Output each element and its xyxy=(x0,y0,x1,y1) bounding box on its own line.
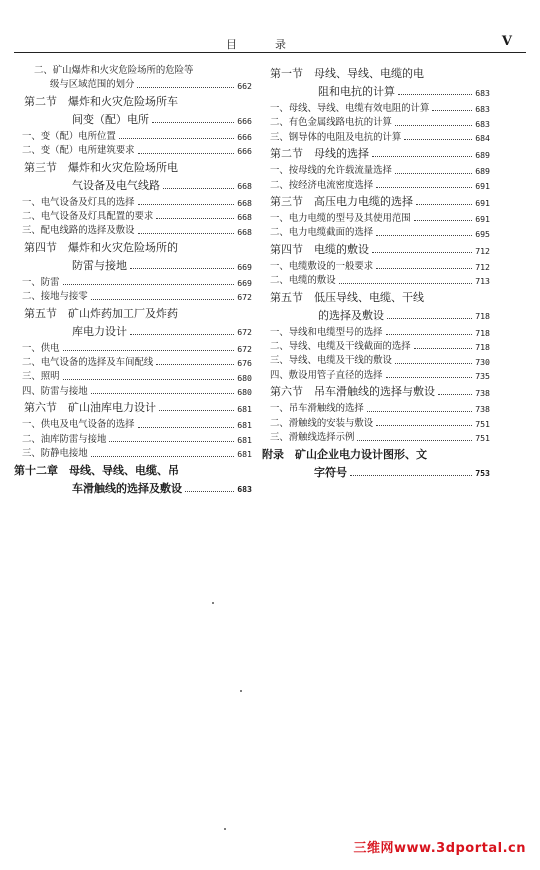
toc-entry-page: 713 xyxy=(475,276,490,287)
toc-leader-dots xyxy=(156,364,234,365)
toc-entry-page: 691 xyxy=(475,180,490,191)
toc-entry xyxy=(14,242,252,253)
toc-entry-label: 二、油库防雷与接地 xyxy=(22,433,107,445)
toc-entry xyxy=(14,278,252,287)
toc-entry-page: 669 xyxy=(237,261,252,272)
toc-entry-page: 718 xyxy=(475,327,490,338)
toc-leader-dots xyxy=(130,334,234,335)
toc-entry-label: 三、滑触线选择示例 xyxy=(270,432,355,444)
toc-entry xyxy=(262,166,490,175)
toc-entry xyxy=(14,132,252,141)
toc-entry-label: 一、变（配）电所位置 xyxy=(22,130,116,142)
toc-leader-dots xyxy=(414,348,473,349)
toc-leader-dots xyxy=(387,318,472,319)
toc-entry-page: 662 xyxy=(237,80,252,91)
toc-entry-page: 738 xyxy=(475,404,490,415)
toc-left-column xyxy=(14,62,252,501)
toc-entry-label: 第三节 高压电力电缆的选择 xyxy=(270,195,413,209)
toc-entry-label: 的选择及敷设 xyxy=(318,308,384,322)
toc-entry-page: 680 xyxy=(237,387,252,398)
toc-entry-label: 二、矿山爆炸和火灾危险场所的危险等 xyxy=(34,65,194,76)
toc-leader-dots xyxy=(138,153,235,154)
toc-entry-label: 一、电力电缆的型号及其使用范围 xyxy=(270,213,411,225)
toc-entry xyxy=(14,372,252,381)
toc-entry xyxy=(262,244,490,255)
toc-entry-page: 668 xyxy=(237,197,252,208)
toc-entry-label: 一、电缆敷设的一般要求 xyxy=(270,260,374,272)
toc-entry-label: 气设备及电气线路 xyxy=(72,178,160,192)
toc-entry xyxy=(14,326,252,337)
toc-entry-page: 672 xyxy=(237,292,252,303)
toc-leader-dots xyxy=(185,491,234,492)
toc-entry xyxy=(14,162,252,173)
toc-entry-label: 第二节 爆炸和火灾危险场所车 xyxy=(24,94,178,108)
toc-entry-label: 三、导线、电缆及干线的敷设 xyxy=(270,355,392,367)
toc-entry-page: 730 xyxy=(475,356,490,367)
header-title-right: 录 xyxy=(275,38,288,51)
toc-entry xyxy=(14,308,252,319)
toc-leader-dots xyxy=(376,235,472,236)
toc-entry-page: 691 xyxy=(475,197,490,208)
toc-entry xyxy=(14,387,252,396)
toc-entry xyxy=(262,228,490,237)
toc-entry-label: 一、供电 xyxy=(22,342,60,354)
toc-entry xyxy=(14,449,252,458)
toc-entry xyxy=(262,133,490,142)
toc-entry-page: 735 xyxy=(475,371,490,382)
toc-entry-label: 二、电气设备的选择及车间配线 xyxy=(22,357,154,369)
toc-entry-page: 666 xyxy=(237,115,252,126)
toc-leader-dots xyxy=(395,125,472,126)
toc-entry-label: 字符号 xyxy=(314,465,347,479)
toc-leader-dots xyxy=(159,410,234,411)
toc-entry-label: 间变（配）电所 xyxy=(72,112,149,126)
toc-entry-page: 672 xyxy=(237,343,252,354)
toc-leader-dots xyxy=(138,204,235,205)
toc-entry-label: 第二节 母线的选择 xyxy=(270,147,369,161)
toc-leader-dots xyxy=(416,204,472,205)
toc-entry-label: 一、吊车滑触线的选择 xyxy=(270,403,364,415)
toc-entry xyxy=(14,344,252,353)
toc-entry-label: 三、配电线路的选择及敷设 xyxy=(22,225,135,237)
toc-entry-label: 防雷与接地 xyxy=(72,258,127,272)
toc-entry xyxy=(262,148,490,159)
toc-entry xyxy=(262,104,490,113)
toc-entry-page: 668 xyxy=(237,226,252,237)
page-number-roman: Ⅴ xyxy=(501,34,512,49)
toc-entry-page: 738 xyxy=(475,388,490,399)
toc-leader-dots xyxy=(130,268,234,269)
toc-entry-label: 第五节 低压导线、电缆、干线 xyxy=(270,290,424,304)
toc-entry xyxy=(262,68,490,79)
toc-entry xyxy=(262,356,490,365)
toc-entry xyxy=(14,212,252,221)
toc-leader-dots xyxy=(152,122,234,123)
toc-entry-label: 附录 矿山企业电力设计图形、文 xyxy=(262,447,427,461)
toc-entry xyxy=(262,467,490,478)
toc-entry xyxy=(262,404,490,413)
toc-entry xyxy=(262,86,490,97)
toc-entry-label: 二、电缆的敷设 xyxy=(270,275,336,287)
toc-entry xyxy=(262,433,490,442)
toc-leader-dots xyxy=(386,334,473,335)
toc-entry xyxy=(262,181,490,190)
toc-entry-label: 阻和电抗的计算 xyxy=(318,85,395,98)
toc-right-column xyxy=(262,62,490,485)
toc-entry xyxy=(262,386,490,397)
toc-entry-page: 683 xyxy=(475,118,490,129)
toc-entry-page: 712 xyxy=(475,262,490,273)
page-header xyxy=(14,36,526,53)
toc-entry-page: 681 xyxy=(237,404,252,415)
toc-entry-page: 680 xyxy=(237,372,252,383)
toc-leader-dots xyxy=(63,379,235,380)
toc-entry-page: 683 xyxy=(237,484,252,495)
toc-entry xyxy=(14,180,252,191)
toc-entry-label: 一、防雷 xyxy=(22,276,60,288)
toc-leader-dots xyxy=(367,411,472,412)
toc-leader-dots xyxy=(376,268,472,269)
toc-entry xyxy=(262,310,490,321)
toc-entry-page: 718 xyxy=(475,342,490,353)
toc-leader-dots xyxy=(350,475,472,476)
toc-entry xyxy=(14,483,252,494)
toc-entry-page: 681 xyxy=(237,434,252,445)
toc-entry-label: 二、滑触线的安装与敷设 xyxy=(270,417,374,429)
toc-entry-label: 二、按经济电流密度选择 xyxy=(270,179,374,191)
toc-entry xyxy=(14,420,252,429)
scan-speck xyxy=(212,602,214,604)
scan-speck xyxy=(240,690,242,692)
toc-entry xyxy=(14,226,252,235)
toc-leader-dots xyxy=(91,456,235,457)
toc-entry-label: 三、照明 xyxy=(22,371,60,383)
toc-entry-label: 第四节 电缆的敷设 xyxy=(270,242,369,256)
toc-leader-dots xyxy=(438,394,472,395)
toc-leader-dots xyxy=(138,427,235,428)
toc-entry-label: 二、电力电缆截面的选择 xyxy=(270,227,374,239)
toc-entry-page: 689 xyxy=(475,166,490,177)
toc-entry-label: 一、按母线的允许载流量选择 xyxy=(270,165,392,177)
toc-entry-page: 683 xyxy=(475,87,490,98)
toc-leader-dots xyxy=(395,173,472,174)
toc-entry-label: 一、电气设备及灯具的选择 xyxy=(22,196,135,208)
toc-entry-page: 676 xyxy=(237,358,252,369)
toc-entry xyxy=(262,328,490,337)
toc-entry-label: 第四节 爆炸和火灾危险场所的 xyxy=(24,240,178,254)
toc-entry xyxy=(262,449,490,460)
toc-leader-dots xyxy=(339,283,473,284)
toc-leader-dots xyxy=(376,425,472,426)
toc-leader-dots xyxy=(386,377,473,378)
toc-leader-dots xyxy=(372,156,472,157)
toc-entry xyxy=(14,114,252,125)
header-title-left: 目 xyxy=(226,38,239,51)
toc-entry-label: 一、导线和电缆型号的选择 xyxy=(270,326,383,338)
toc-entry-label: 第六节 矿山油库电力设计 xyxy=(24,401,156,415)
toc-leader-dots xyxy=(398,94,472,95)
site-watermark: 三维网www.3dportal.cn xyxy=(353,841,526,856)
toc-leader-dots xyxy=(414,220,473,221)
toc-entry-page: 683 xyxy=(475,104,490,115)
toc-leader-dots xyxy=(63,284,235,285)
toc-leader-dots xyxy=(91,299,235,300)
toc-leader-dots xyxy=(432,110,472,111)
toc-entry-label: 四、防雷与接地 xyxy=(22,385,88,397)
toc-entry-page: 666 xyxy=(237,146,252,157)
toc-entry xyxy=(262,342,490,351)
toc-entry-page: 666 xyxy=(237,132,252,143)
toc-entry xyxy=(14,292,252,301)
toc-leader-dots xyxy=(404,139,472,140)
toc-entry xyxy=(14,146,252,155)
toc-entry xyxy=(262,262,490,271)
toc-entry-label: 一、供电及电气设备的选择 xyxy=(22,419,135,431)
toc-leader-dots xyxy=(119,138,234,139)
toc-leader-dots xyxy=(109,441,234,442)
toc-leader-dots xyxy=(395,363,472,364)
toc-entry xyxy=(14,198,252,207)
toc-entry xyxy=(262,419,490,428)
toc-entry-label: 三、防静电接地 xyxy=(22,448,88,460)
toc-entry-page: 672 xyxy=(237,327,252,338)
toc-leader-dots xyxy=(376,187,472,188)
toc-entry-page: 668 xyxy=(237,212,252,223)
toc-entry-label: 库电力设计 xyxy=(72,324,127,338)
toc-entry xyxy=(262,196,490,207)
toc-entry-page: 695 xyxy=(475,228,490,239)
toc-entry-label: 四、敷设用管子直径的选择 xyxy=(270,369,383,381)
toc-leader-dots xyxy=(138,233,235,234)
toc-entry xyxy=(14,465,252,476)
toc-entry-page: 712 xyxy=(475,245,490,256)
toc-entry-label: 二、电气设备及灯具配置的要求 xyxy=(22,211,154,223)
toc-entry-label: 一、母线、导线、电缆有效电阻的计算 xyxy=(270,103,430,114)
toc-entry-label: 三、钢导体的电阻及电抗的计算 xyxy=(270,131,402,143)
toc-entry xyxy=(262,292,490,303)
toc-entry-label: 车滑触线的选择及敷设 xyxy=(72,481,182,495)
toc-entry xyxy=(262,118,490,127)
toc-entry xyxy=(14,435,252,444)
toc-entry-page: 681 xyxy=(237,420,252,431)
toc-entry xyxy=(262,371,490,380)
toc-entry xyxy=(14,402,252,413)
toc-entry-page: 751 xyxy=(475,418,490,429)
toc-entry xyxy=(14,80,252,89)
toc-entry-label: 二、接地与接零 xyxy=(22,291,88,303)
toc-entry-label: 第六节 吊车滑触线的选择与敷设 xyxy=(270,385,435,399)
scan-speck xyxy=(224,828,226,830)
toc-entry-label: 第十二章 母线、导线、电缆、吊 xyxy=(14,463,179,477)
toc-leader-dots xyxy=(372,252,472,253)
toc-entry-label: 第五节 矿山炸药加工厂及炸药 xyxy=(24,306,178,320)
toc-entry-page: 751 xyxy=(475,433,490,444)
toc-entry xyxy=(262,276,490,285)
header-title xyxy=(226,36,324,52)
toc-entry-page: 668 xyxy=(237,181,252,192)
toc-entry xyxy=(14,66,252,75)
toc-entry xyxy=(262,214,490,223)
toc-entry xyxy=(14,260,252,271)
toc-leader-dots xyxy=(63,350,235,351)
toc-entry-label: 二、有色金属线路电抗的计算 xyxy=(270,117,392,129)
toc-entry-page: 691 xyxy=(475,214,490,225)
toc-entry xyxy=(14,96,252,107)
toc-leader-dots xyxy=(357,440,472,441)
toc-entry-page: 684 xyxy=(475,133,490,144)
toc-entry-page: 753 xyxy=(475,468,490,479)
toc-entry-page: 689 xyxy=(475,150,490,161)
toc-entry-label: 二、变（配）电所建筑要求 xyxy=(22,145,135,157)
toc-entry-label: 第一节 母线、导线、电缆的电 xyxy=(270,67,424,80)
toc-leader-dots xyxy=(156,218,234,219)
toc-entry-page: 681 xyxy=(237,449,252,460)
toc-entry-label: 二、导线、电缆及干线截面的选择 xyxy=(270,341,411,353)
toc-entry-label: 级与区域范围的划分 xyxy=(50,79,135,91)
toc-entry-page: 669 xyxy=(237,278,252,289)
toc-entry-page: 718 xyxy=(475,311,490,322)
toc-entry xyxy=(14,358,252,367)
toc-leader-dots xyxy=(137,87,234,88)
toc-entry-label: 第三节 爆炸和火灾危险场所电 xyxy=(24,160,178,174)
toc-leader-dots xyxy=(91,393,235,394)
toc-leader-dots xyxy=(163,188,234,189)
